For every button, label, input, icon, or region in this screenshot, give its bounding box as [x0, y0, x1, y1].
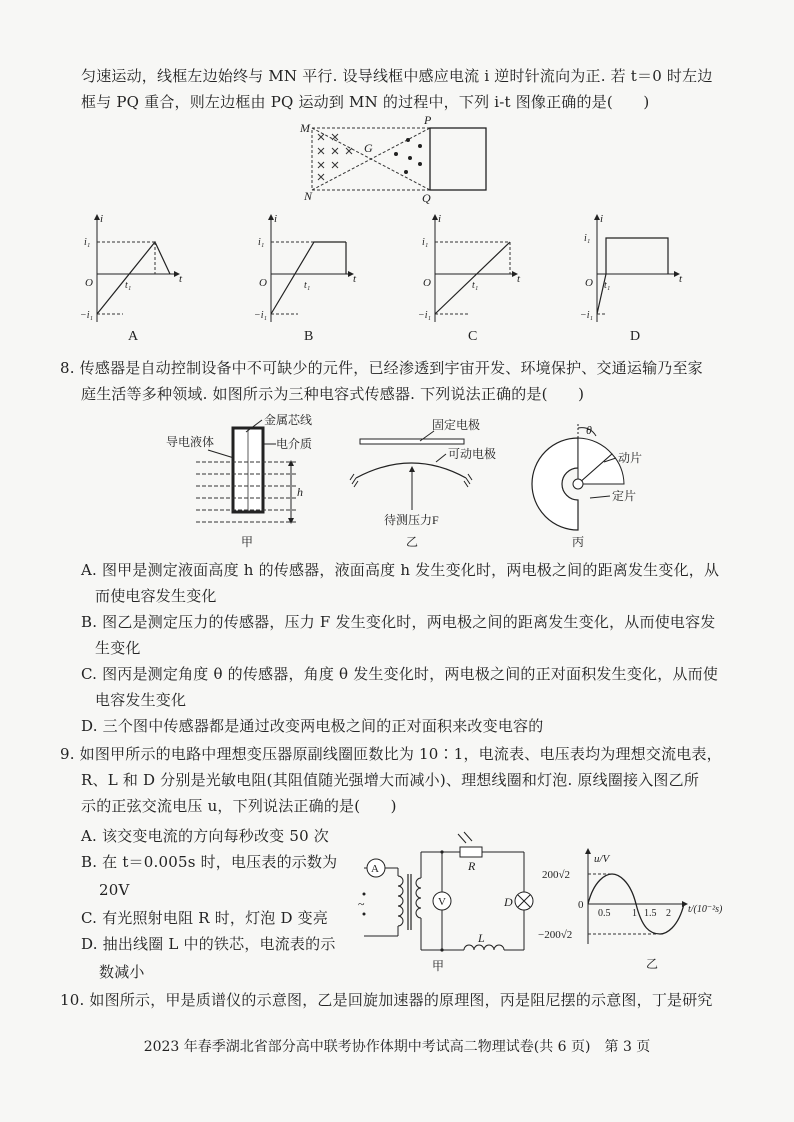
label-h: h: [297, 485, 303, 499]
lamp-D-label: D: [504, 895, 513, 909]
q8-option-C-line1: C. 图丙是测定角度 θ 的传感器，角度 θ 发生变化时，两电极之间的正对面积发生变化，从而使: [81, 665, 719, 683]
axis-t: t: [353, 273, 357, 285]
q7-text-line2: 框与 PQ 重合，则左边框由 PQ 运动到 MN 的过程中，下列 i-t 图像正确的是( ): [81, 93, 650, 111]
label-P: P: [424, 113, 432, 127]
label-G: G: [364, 141, 373, 155]
label-M: M: [300, 121, 310, 135]
caption-jia-circuit: 甲: [432, 959, 445, 973]
caption-bing: 丙: [572, 535, 585, 549]
axis-i: i: [438, 213, 442, 225]
q9-circuit-figure: [354, 832, 544, 972]
q9-text-line1: 9. 如图甲所示的电路中理想变压器原副线圈匝数比为 10∶1，电流表、电压表均为理想交流电表，: [60, 745, 722, 763]
tick-i1: i₁: [422, 237, 429, 248]
tick-t1: t₁: [125, 280, 132, 291]
q7-text-line1: 匀速运动，线框左边始终与 MN 平行. 设导线框中感应电流 i 逆时针流向为正. 若 t＝0 时左边: [81, 67, 713, 85]
q7-graph-C: [418, 212, 528, 342]
wave-tick-1: 1: [632, 908, 637, 919]
tick-t1: t₁: [604, 280, 611, 291]
q8-option-B-line1: B. 图乙是测定压力的传感器，压力 F 发生变化时，两电极之间的距离发生变化，从而使电容发: [81, 613, 716, 631]
voltmeter-label: V: [438, 896, 446, 908]
q9-option-D-line2: 数减小: [99, 963, 145, 981]
option-D-label: D: [630, 329, 641, 344]
option-C-label: C: [468, 329, 478, 344]
wave-tick-2: 2: [666, 908, 671, 919]
label-pressure-force: 待测压力F: [384, 513, 439, 527]
origin-O: O: [259, 277, 267, 289]
tick-i1: i₁: [84, 237, 91, 248]
wave-ymax-label: 200√2: [542, 869, 571, 881]
tick-neg-i1: −i₁: [254, 310, 268, 321]
q10-text-line1: 10. 如图所示，甲是质谱仪的示意图，乙是回旋加速器的原理图，丙是阻尼摆的示意图，丁是研究: [60, 991, 713, 1009]
q8-option-A-line1: A. 图甲是测定液面高度 h 的传感器，液面高度 h 发生变化时，两电极之间的距离发生变化，从: [81, 561, 720, 579]
label-conductive-liquid: 导电液体: [166, 435, 215, 449]
ac-source-symbol: ~: [358, 897, 365, 911]
tick-t1: t₁: [472, 280, 479, 291]
origin-O: O: [85, 277, 93, 289]
label-Q: Q: [422, 191, 431, 205]
q8-figure-jia: [166, 414, 326, 552]
origin-O: O: [423, 277, 431, 289]
q8-option-B-line2: 生变化: [95, 639, 141, 657]
tick-i1: i₁: [584, 233, 591, 244]
q7-field-figure: [300, 113, 500, 205]
wave-ylabel: u/V: [594, 853, 610, 865]
wave-zero-label: 0: [578, 899, 584, 911]
q7-graph-B: [254, 212, 364, 342]
q9-option-C: C. 有光照射电阻 R 时，灯泡 D 变亮: [81, 909, 329, 927]
caption-yi: 乙: [406, 535, 419, 549]
label-moving-plate: 动片: [618, 451, 643, 465]
tick-neg-i1: −i₁: [580, 310, 594, 321]
q8-option-C-line2: 电容发生变化: [95, 691, 187, 709]
q8-figure-yi: [352, 414, 512, 552]
axis-t: t: [679, 273, 683, 285]
axis-i: i: [274, 213, 278, 225]
q9-text-line2: R、L 和 D 分别是光敏电阻(其阻值随光强增大而减小)、理想线圈和灯泡. 原线圈接入图乙所: [81, 771, 700, 789]
q9-option-D-line1: D. 抽出线圈 L 中的铁芯，电流表的示: [81, 935, 336, 953]
wave-tick-0.5: 0.5: [598, 908, 611, 919]
inductor-L-label: L: [478, 931, 485, 945]
q8-option-D: D. 三个图中传感器都是通过改变两电极之间的正对面积来改变电容的: [81, 717, 544, 735]
tick-t1: t₁: [304, 280, 311, 291]
caption-jia: 甲: [241, 535, 254, 549]
q8-text-line2: 庭生活等多种领域. 如图所示为三种电容式传感器. 下列说法正确的是( ): [81, 385, 585, 403]
q7-graph-D: [580, 212, 690, 342]
option-B-label: B: [304, 329, 314, 344]
q8-figure-bing: [530, 414, 660, 552]
option-A-label: A: [128, 329, 139, 344]
caption-yi-wave: 乙: [646, 957, 659, 971]
axis-i: i: [100, 213, 104, 225]
q9-waveform-figure: [538, 840, 738, 972]
axis-i: i: [600, 213, 604, 225]
q9-option-A: A. 该交变电流的方向每秒改变 50 次: [81, 827, 329, 845]
tick-neg-i1: −i₁: [418, 310, 432, 321]
q8-option-A-line2: 而使电容发生变化: [95, 587, 217, 605]
wave-tick-1.5: 1.5: [644, 908, 657, 919]
q9-option-B-line2: 20V: [99, 881, 130, 899]
resistor-R-label: R: [468, 859, 476, 873]
tick-neg-i1: −i₁: [80, 310, 94, 321]
label-fixed-electrode: 固定电极: [432, 418, 481, 432]
q7-graph-A: [80, 212, 190, 342]
axis-t: t: [517, 273, 521, 285]
ammeter-label: A: [371, 863, 379, 875]
label-metal-core: 金属芯线: [264, 413, 313, 427]
label-movable-electrode: 可动电极: [448, 447, 497, 461]
label-N: N: [304, 189, 313, 203]
label-theta: θ: [586, 423, 592, 437]
label-dielectric: 电介质: [276, 437, 313, 451]
q8-text-line1: 8. 传感器是自动控制设备中不可缺少的元件，已经渗透到宇宙开发、环境保护、交通运输乃至家: [60, 359, 703, 377]
origin-O: O: [585, 277, 593, 289]
q9-text-line3: 示的正弦交流电压 u，下列说法正确的是( ): [81, 797, 397, 815]
axis-t: t: [179, 273, 183, 285]
label-fixed-plate: 定片: [612, 489, 637, 503]
q9-option-B-line1: B. 在 t＝0.005s 时，电压表的示数为: [81, 853, 338, 871]
wave-xlabel: t/(10⁻²s): [688, 904, 723, 915]
page-footer: 2023 年春季湖北省部分高中联考协作体期中考试高二物理试卷(共 6 页) 第 3 页: [143, 1039, 651, 1055]
tick-i1: i₁: [258, 237, 265, 248]
wave-ymin-label: −200√2: [538, 929, 573, 941]
